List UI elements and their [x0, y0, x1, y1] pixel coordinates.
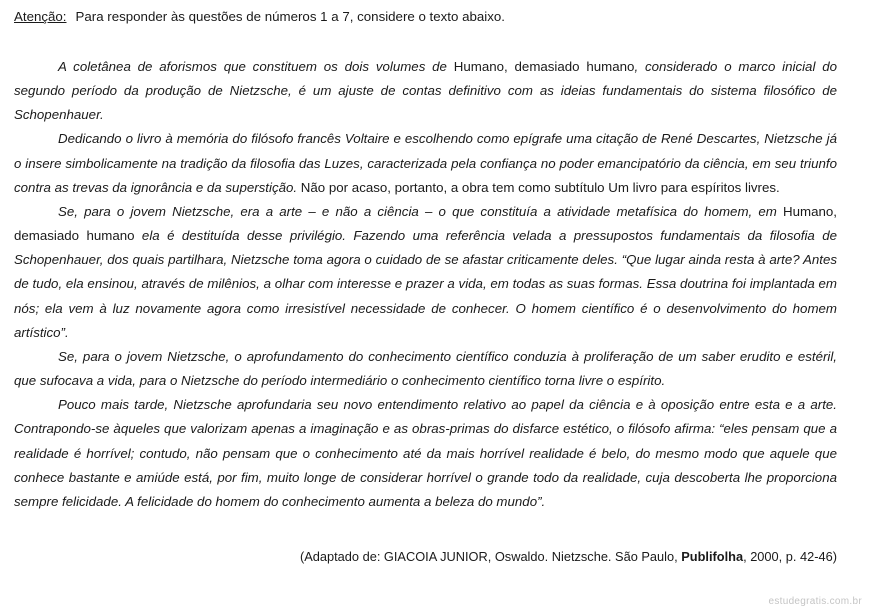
p3-part-a: Se, para o jovem Nietzsche, era a arte – e não a ciência – o que constituía a atividade metafísica do homem, em: [58, 203, 784, 219]
p3-part-c: ela é destituída desse privilégio. Fazendo uma referência velada a pressupostos fundamentais da filosofia de Schopenhauer, dos quais partilhara, Nietzsche toma agora o cuidado de se afastar criticamente deles. “Que lugar ainda resta à arte? Antes de tudo, ela ensinou, através de milênios, a olhar com interesse e prazer a vida, em todas as suas formas. Essa doutrina foi implantada em nós; ela vem à luz novamente agora como irresistível necessidade de conhecer. O homem científico é o desenvolvimento do homem artístico”.: [14, 228, 837, 340]
source-publisher: Publifolha: [681, 549, 744, 564]
paragraph-1: [14, 55, 837, 127]
p2-subtitle: Um livro para espíritos livres: [608, 179, 777, 195]
p1-book-title: Humano, demasiado humano: [453, 59, 635, 74]
p1-part-a: A coletânea de aforismos que constituem os dois volumes de: [58, 59, 454, 74]
paragraph-4: Se, para o jovem Nietzsche, o aprofundamento do conhecimento científico conduzia à proliferação de um saber erudito e estéril, que sufocava a vida, para o Nietzsche do período intermediário o conhecimento científico torna livre o espírito.: [14, 348, 837, 389]
p2-part-a: Dedicando o livro à memória do filósofo francês Voltaire e escolhendo como epígrafe uma citação de René Descartes, Nietzsche já o insere simbolicamente na tradição da filosofia das Luzes, caracterizada pela confiança no poder emancipatório da ciência, em seu triunfo contra as trevas da ignorância e da superstição.: [14, 131, 837, 195]
source-citation: [300, 548, 837, 566]
instruction-text: Para responder às questões de números 1 a 7, considere o texto abaixo.: [75, 9, 505, 24]
p2-part-b: Não por acaso, portanto, a obra tem como subtítulo: [300, 179, 609, 195]
source-suffix: , 2000, p. 42-46): [743, 549, 837, 564]
paragraph-3: [14, 200, 837, 345]
p2-part-d: .: [776, 179, 780, 195]
passage-text: [14, 55, 837, 514]
attention-label: Atenção:: [14, 9, 67, 24]
p3-book-title: Humano, demasiado humano: [14, 203, 837, 244]
source-prefix: (Adaptado de: GIACOIA JUNIOR, Oswaldo. Nietzsche. São Paulo,: [299, 549, 682, 564]
instruction-header: [14, 8, 505, 26]
paragraph-5: Pouco mais tarde, Nietzsche aprofundaria seu novo entendimento relativo ao papel da ciência e à oposição entre esta e a arte. Contrapondo-se àqueles que valorizam apenas a imaginação e as obras-primas do disfarce estético, o filósofo afirma: “eles pensam que a realidade é horrível; contudo, não pensam que o conhecimento até da mais horrível realidade é belo, do mesmo modo que aquele que conhece bastante e amiúde está, por fim, muito longe de considerar horrível o grande todo da realidade, cuja descoberta lhe proporciona sempre felicidade. A felicidade do homem do conhecimento aumenta a beleza do mundo”.: [14, 397, 837, 509]
watermark: estudegratis.com.br: [768, 596, 862, 607]
paragraph-2: [14, 127, 837, 199]
p1-part-c: , considerado o marco inicial do segundo período da produção de Nietzsche, é um ajuste de contas definitivo com as ideias fundamentais do sistema filosófico de Schopenhauer.: [14, 59, 837, 123]
